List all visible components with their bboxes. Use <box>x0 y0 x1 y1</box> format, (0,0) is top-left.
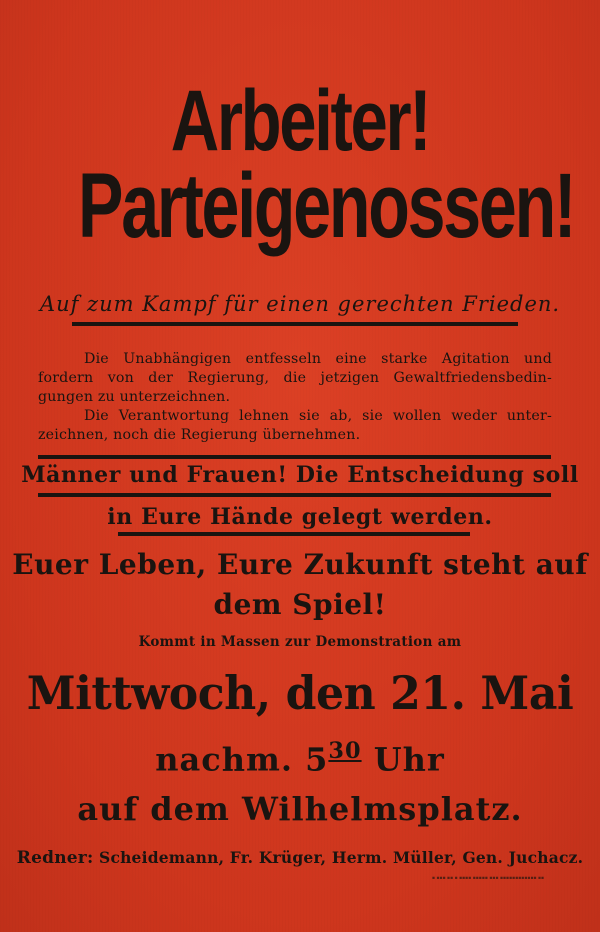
appeal-line-1: Männer und Frauen! Die Entscheidung soll <box>21 462 579 488</box>
headline-arbeiter: Arbeiter! <box>170 73 430 169</box>
place-line: auf dem Wilhelmsplatz. <box>77 790 523 828</box>
paragraph-line-4: Die Verantwortung lehnen sie ab, sie wollen weder unter- <box>84 408 552 424</box>
paragraph-line-1: Die Unabhängigen entfesseln eine starke Agitation und <box>84 351 552 367</box>
appeal-line-2: in Eure Hände gelegt werden. <box>107 504 493 530</box>
printer-imprint: ▪ ▪▪▪ ▪▪ ▪ ▪▪▪▪ ▪▪▪▪▪ ▪▪▪ ▪▪▪▪▪▪▪▪▪▪▪▪ ▪▪ <box>432 876 545 881</box>
time-prefix: nachm. 5 <box>155 740 329 779</box>
invite-line: Kommt in Massen zur Demonstration am <box>138 634 462 650</box>
paragraph-line-3: gungen zu unterzeichnen. <box>38 389 231 405</box>
paragraph-line-2: fordern von der Regierung, die jetzigen Gewaltfriedensbedin- <box>38 370 552 386</box>
speakers-line <box>0 848 600 868</box>
date-line: Mittwoch, den 21. Mai <box>26 666 574 720</box>
life-line-2: dem Spiel! <box>213 588 387 621</box>
life-line-1: Euer Leben, Eure Zukunft steht auf <box>12 548 588 581</box>
appeal-rule-top <box>38 455 551 459</box>
appeal-rule-middle <box>38 493 551 497</box>
headline-parteigenossen: Parteigenossen! <box>78 155 575 257</box>
slogan-underline <box>72 322 518 326</box>
slogan: Auf zum Kampf für einen gerechten Frieden. <box>39 292 561 316</box>
time-suffix: Uhr <box>361 740 445 779</box>
speakers-label: Redner: <box>16 848 94 868</box>
time-line <box>0 738 600 778</box>
appeal-rule-bottom <box>118 532 470 536</box>
paragraph-line-5: zeichnen, noch die Regierung übernehmen. <box>38 427 361 443</box>
speakers-names: Scheidemann, Fr. Krüger, Herm. Müller, Gen. Juchacz. <box>99 848 584 867</box>
time-minutes: 30 <box>328 738 362 764</box>
